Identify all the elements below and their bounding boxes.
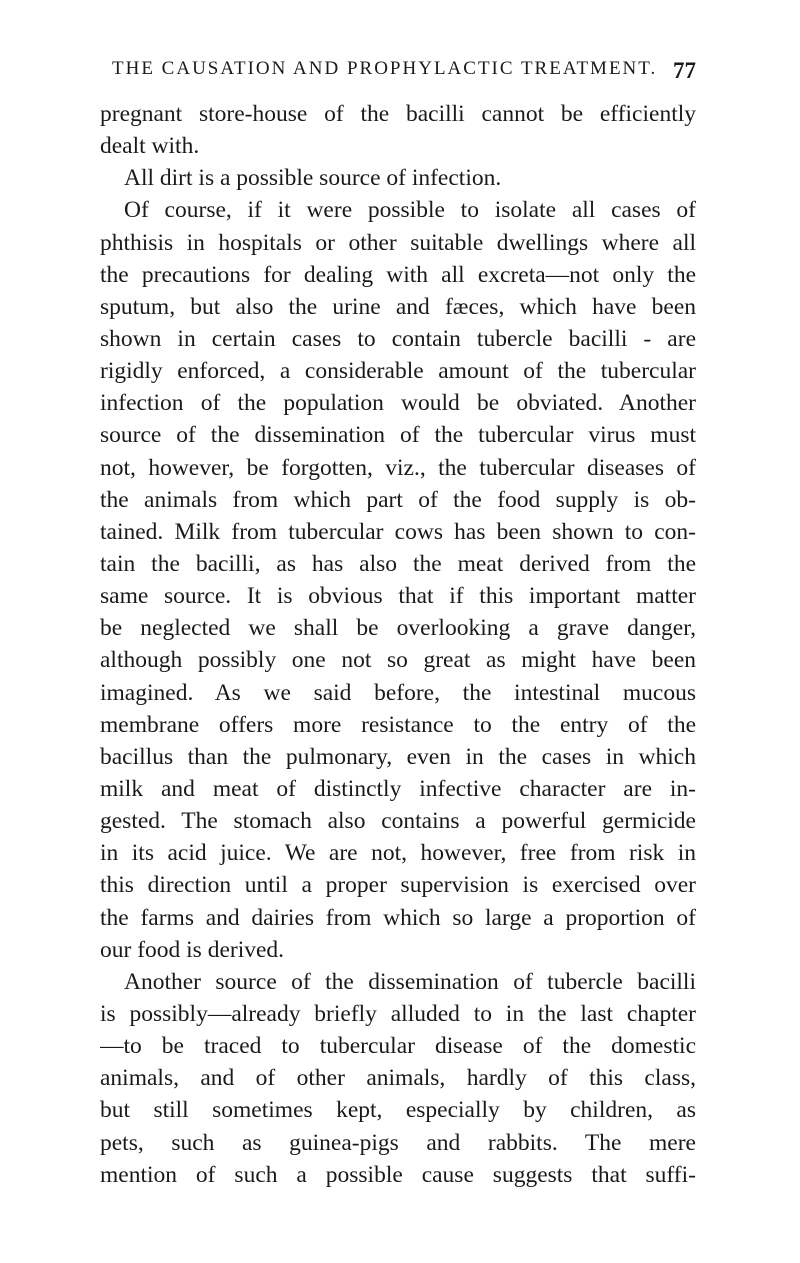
text-line: tain the bacilli, as has also the meat derived from the: [100, 550, 696, 577]
text-line: in its acid juice. We are not, however, free from risk in: [100, 840, 696, 867]
text-line: same source. It is obvious that if this important matter: [100, 583, 696, 610]
text-line: mention of such a possible cause suggests that suffi-: [100, 1161, 696, 1188]
text-line: this direction until a proper supervision is exercised over: [100, 872, 696, 899]
text-line: rigidly enforced, a considerable amount of the tubercular: [100, 358, 696, 385]
text-line: is possibly—already briefly alluded to in the last chapter: [100, 1000, 696, 1027]
text-line: be neglected we shall be overlooking a grave danger,: [100, 615, 696, 642]
text-line: bacillus than the pulmonary, even in the cases in which: [100, 743, 696, 770]
text-line: source of the dissemination of the tubercular virus must: [100, 422, 696, 449]
text-line: All dirt is a possible source of infection.: [124, 165, 502, 192]
text-line: phthisis in hospitals or other suitable dwellings where all: [100, 229, 696, 256]
text-line: pregnant store-house of the bacilli cannot be efficiently: [100, 101, 696, 127]
text-line: animals, and of other animals, hardly of this class,: [100, 1065, 696, 1092]
text-line: although possibly one not so great as might have been: [100, 647, 696, 674]
text-line: shown in certain cases to contain tubercle bacilli - are: [100, 325, 696, 352]
text-line: the farms and dairies from which so large a proportion of: [100, 904, 696, 931]
text-line: the animals from which part of the food supply is ob-: [100, 486, 696, 513]
text-line: the precautions for dealing with all excreta—not only the: [100, 261, 696, 288]
text-line: —to be traced to tubercular disease of the domestic: [100, 1033, 696, 1060]
text-line: our food is derived.: [100, 936, 285, 963]
text-line: not, however, be forgotten, viz., the tubercular diseases of: [100, 454, 696, 481]
text-line: infection of the population would be obviated. Another: [100, 390, 696, 417]
text-line: Of course, if it were possible to isolate all cases of: [124, 197, 696, 224]
body-text: [100, 98, 696, 1191]
text-line: sputum, but also the urine and fæces, which have been: [100, 293, 696, 320]
text-line: Another source of the dissemination of tubercle bacilli: [124, 968, 696, 995]
text-line: gested. The stomach also contains a powerful germicide: [100, 808, 696, 835]
text-line: dealt with.: [100, 133, 200, 160]
page-number: 77: [673, 58, 696, 83]
text-line: milk and meat of distinctly infective character are in-: [100, 775, 696, 802]
text-line: but still sometimes kept, especially by children, as: [100, 1097, 696, 1124]
running-head: [100, 58, 696, 88]
text-line: tained. Milk from tubercular cows has been shown to con-: [100, 518, 696, 545]
text-line: pets, such as guinea-pigs and rabbits. The mere: [100, 1129, 696, 1156]
text-line: membrane offers more resistance to the entry of the: [100, 711, 696, 738]
running-title: THE CAUSATION AND PROPHYLACTIC TREATMENT.: [112, 58, 658, 79]
text-line: imagined. As we said before, the intestinal mucous: [100, 679, 696, 706]
